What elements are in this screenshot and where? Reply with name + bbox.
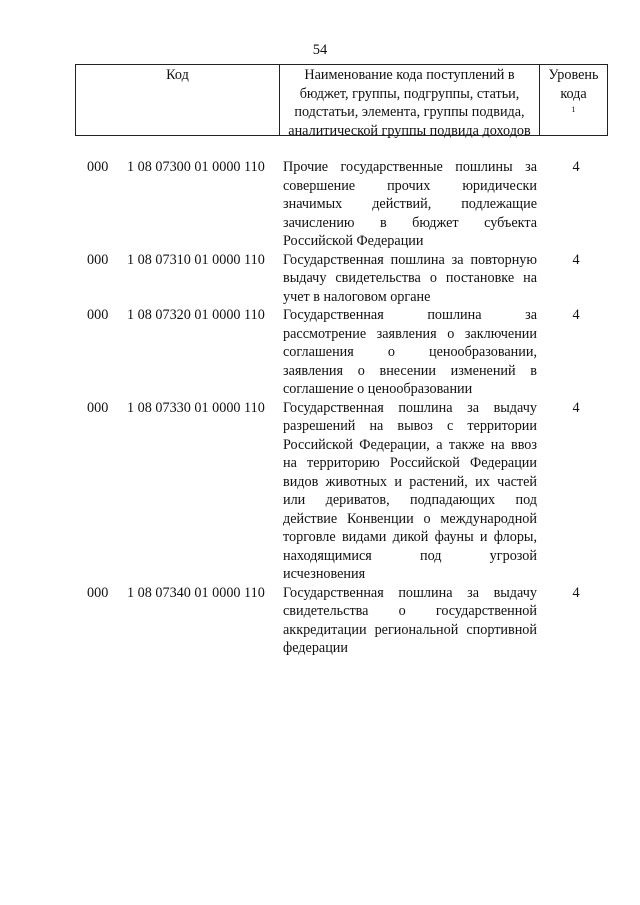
row-name-line: видов животных и растений, их частей — [283, 473, 537, 490]
table-header — [75, 64, 608, 139]
row-name-line: находящимися под угрозой — [283, 547, 537, 564]
header-name — [280, 65, 540, 139]
row-level: 4 — [572, 399, 580, 416]
row-name-line: на территорию Российской Федерации — [283, 455, 537, 471]
header-level-line — [540, 85, 607, 122]
row-name-line: Российской Федерации, а также на ввоз — [283, 436, 537, 453]
row-income-code: 1 08 07320 01 0000 110 — [127, 307, 265, 323]
table-row — [0, 158, 640, 251]
row-level: 4 — [572, 251, 580, 268]
row-name-line: совершение прочих юридически — [283, 177, 537, 194]
row-name-line: Государственная пошлина за выдачу — [283, 584, 537, 601]
row-income-code: 1 08 07310 01 0000 110 — [127, 251, 265, 268]
table-body — [0, 158, 640, 658]
row-admin-code: 000 — [87, 159, 109, 175]
row-income-code: 1 08 07300 01 0000 110 — [127, 159, 265, 175]
row-level: 4 — [572, 159, 580, 175]
row-name — [283, 158, 537, 251]
row-name-line: или дериватов, подпадающих под — [283, 492, 537, 508]
row-name-line: исчезновения — [283, 566, 366, 582]
row-name-line: выдачу свидетельства о постановке на — [283, 270, 537, 286]
row-name-line: рассмотрение заявления о заключении — [283, 325, 537, 342]
row-admin-code: 000 — [87, 307, 109, 323]
row-name — [283, 399, 537, 584]
header-level-line: Уровень — [548, 67, 599, 83]
row-name-line: федерации — [283, 640, 348, 656]
row-name-line: Государственная пошлина за — [283, 307, 537, 323]
row-admin-code: 000 — [87, 251, 109, 268]
header-code: Код — [76, 65, 280, 135]
row-name-line: учет в налоговом органе — [283, 288, 431, 305]
row-income-code: 1 08 07330 01 0000 110 — [127, 399, 265, 416]
row-name — [283, 251, 537, 307]
row-name-line: Российской Федерации — [283, 233, 424, 249]
header-level-word: кода — [560, 85, 587, 102]
row-name-line: Государственная пошлина за выдачу — [283, 399, 537, 416]
row-name-line: разрешений на вывоз с территории — [283, 418, 537, 434]
header-name-line: Наименование кода поступлений в — [304, 67, 515, 83]
row-level: 4 — [572, 307, 580, 323]
row-name-line: свидетельства о государственной — [283, 603, 537, 619]
table-row — [0, 399, 640, 584]
row-name — [283, 306, 537, 399]
row-name-line: Прочие государственные пошлины за — [283, 159, 537, 175]
table-row — [0, 584, 640, 658]
row-name-line: Государственная пошлина за повторную — [283, 251, 537, 268]
row-level: 4 — [572, 584, 580, 601]
row-income-code: 1 08 07340 01 0000 110 — [127, 584, 265, 601]
row-name-line: зачислению в бюджет субъекта — [283, 214, 537, 231]
row-name-line: соглашения о ценообразовании, — [283, 344, 537, 360]
header-name-line: подстатьи, элемента, группы подвида, — [294, 104, 525, 120]
row-name-line: соглашение о ценообразовании — [283, 381, 473, 397]
page-number: 54 — [312, 42, 328, 58]
header-name-line: бюджет, группы, подгруппы, статьи, — [299, 85, 520, 102]
row-name-line: заявления о внесении изменений в — [283, 362, 537, 379]
row-admin-code: 000 — [87, 584, 109, 601]
row-admin-code: 000 — [87, 399, 109, 416]
row-name-line: аккредитации региональной спортивной — [283, 621, 537, 638]
row-name-line: торговле видами дикой фауны и флоры, — [283, 529, 537, 545]
row-name-line: действие Конвенции о международной — [283, 510, 537, 527]
header-name-line: аналитической группы подвида доходов — [288, 122, 531, 139]
footnote-marker: 1 — [571, 105, 576, 114]
row-name-line: значимых действий, подлежащие — [283, 196, 537, 212]
table-row — [0, 306, 640, 399]
table-row — [0, 251, 640, 307]
header-level — [540, 65, 607, 135]
row-name — [283, 584, 537, 658]
